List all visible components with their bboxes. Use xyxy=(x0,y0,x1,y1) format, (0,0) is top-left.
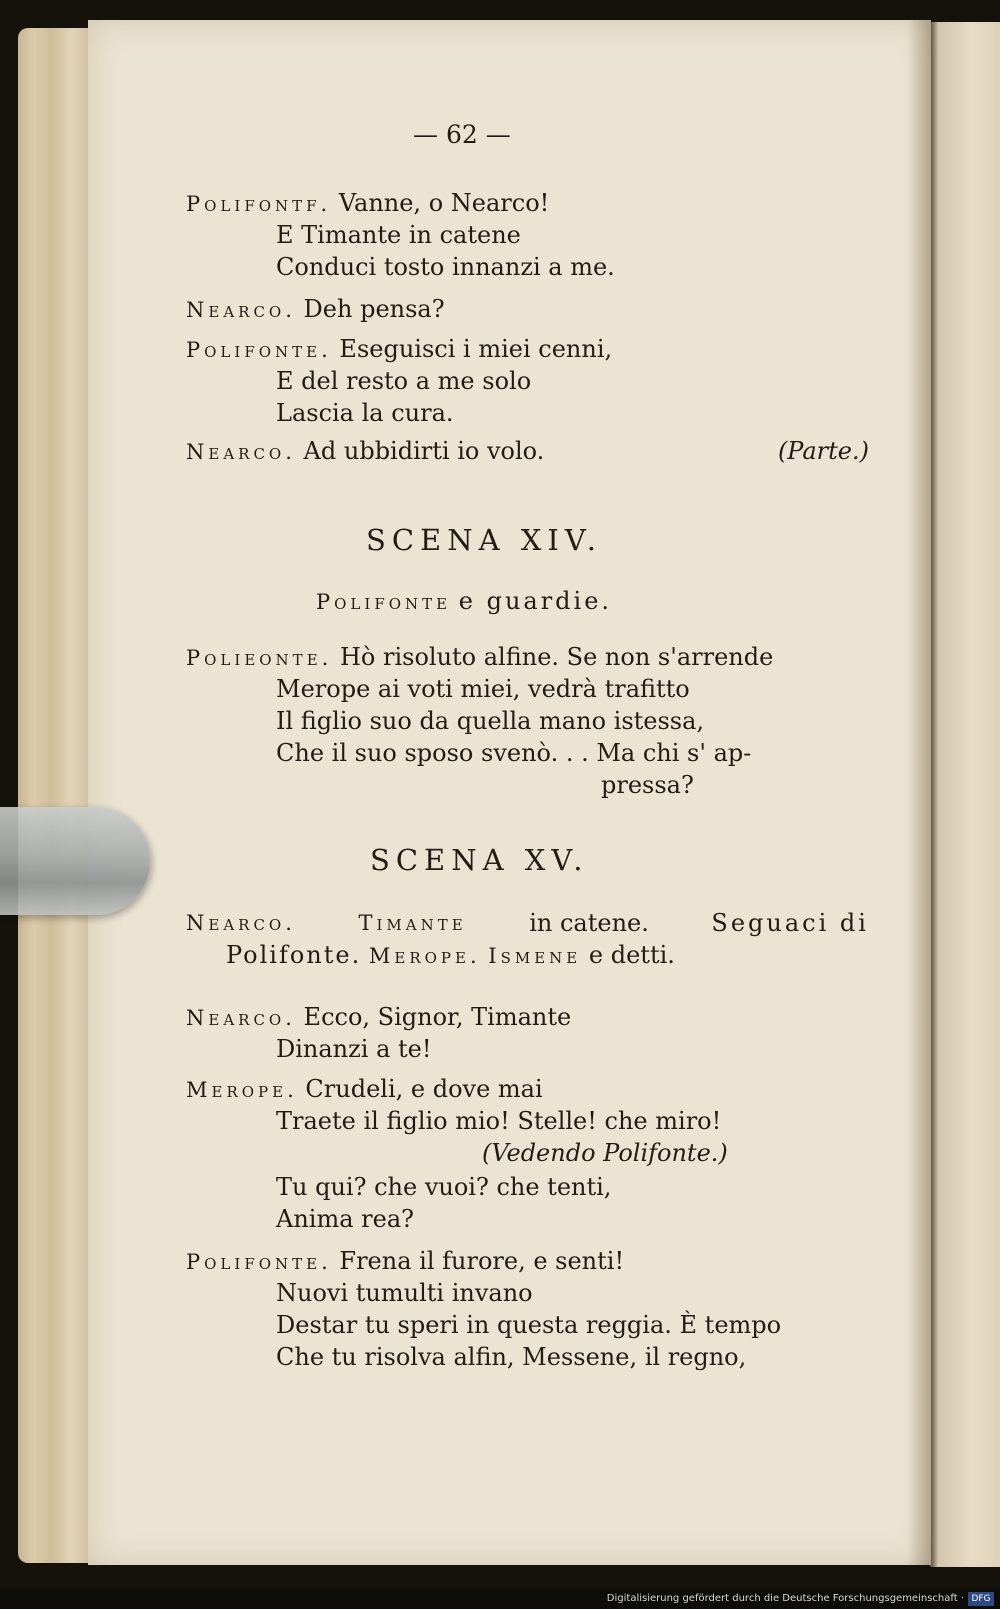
verse-line: E del resto a me solo xyxy=(276,367,532,395)
verse-line: Merope ai voti miei, vedrà trafitto xyxy=(276,675,690,703)
speaker-name: Nearco. xyxy=(186,298,296,322)
digitization-footer xyxy=(0,1589,1000,1609)
scene-heading: SCENA XIV. xyxy=(366,523,602,557)
verse-text: Hò risoluto alfine. Se non s'arrende xyxy=(339,643,774,671)
speaker-name: Polieonte. xyxy=(186,646,333,670)
speech-line xyxy=(186,188,549,219)
footer-credit: Digitalisierung gefördert durch die Deutsche Forschungsgemeinschaft · xyxy=(606,1593,964,1604)
speech-line xyxy=(186,1246,624,1277)
character-name: Merope. xyxy=(368,944,481,968)
speaker-name: Polifontf. xyxy=(186,192,332,216)
verse-text: Ad ubbidirti io volo. xyxy=(303,437,545,465)
character-name: Polifonte xyxy=(316,590,452,614)
cast-text: e guardie. xyxy=(458,587,613,615)
speech-line xyxy=(186,1074,543,1105)
verse-line: Che il suo sposo svenò. . . Ma chi s' ap- xyxy=(276,739,752,767)
verse-line: E Timante in catene xyxy=(276,221,521,249)
stage-direction: (Parte.) xyxy=(777,437,869,465)
stage-direction: (Vedendo Polifonte.) xyxy=(482,1139,728,1167)
book-page xyxy=(88,20,931,1565)
gutter-shadow xyxy=(907,20,931,1565)
speaker-name: Polifonte. xyxy=(186,338,332,362)
character-name: Ismene xyxy=(488,944,582,968)
verse-text: Frena il furore, e senti! xyxy=(339,1247,625,1275)
speaker-name: Merope. xyxy=(186,1078,298,1102)
verse-text: Ecco, Signor, Timante xyxy=(303,1003,572,1031)
page-clip xyxy=(0,807,150,915)
speaker-name: Polifonte. xyxy=(186,1250,332,1274)
verse-line: Tu qui? che vuoi? che tenti, xyxy=(276,1173,612,1201)
verse-line: Lascia la cura. xyxy=(276,399,454,427)
verse-line: Nuovi tumulti invano xyxy=(276,1279,533,1307)
speech-line xyxy=(186,1002,571,1033)
character-name: Polifonte. xyxy=(226,941,362,969)
verse-line: Traete il figlio mio! Stelle! che miro! xyxy=(276,1107,722,1135)
speech-line xyxy=(186,334,612,365)
character-name: Timante xyxy=(358,911,467,935)
dfg-logo: DFG xyxy=(968,1592,994,1606)
page-number: — 62 — xyxy=(413,120,511,149)
facing-page-edge xyxy=(930,22,1000,1567)
cast-text: in catene. xyxy=(529,909,649,937)
scene-cast xyxy=(316,586,612,617)
verse-text: Crudeli, e dove mai xyxy=(305,1075,543,1103)
verse-line: Anima rea? xyxy=(276,1205,415,1233)
scene-cast xyxy=(186,908,869,938)
verse-line: pressa? xyxy=(601,771,694,799)
speech-line xyxy=(186,642,773,673)
speaker-name: Nearco. xyxy=(186,1006,296,1030)
speech-line xyxy=(186,294,445,325)
verse-line: Dinanzi a te! xyxy=(276,1035,432,1063)
verse-line: Che tu risolva alfin, Messene, il regno, xyxy=(276,1343,747,1371)
verse-line: Conduci tosto innanzi a me. xyxy=(276,253,615,281)
scene-heading: SCENA XV. xyxy=(370,843,589,877)
speech-line xyxy=(186,436,869,467)
scene-cast xyxy=(226,940,675,971)
verse-text: Deh pensa? xyxy=(303,295,445,323)
character-name: Nearco. xyxy=(186,911,296,935)
verse-text: Eseguisci i miei cenni, xyxy=(339,335,613,363)
verse-line: Destar tu speri in questa reggia. È tempo xyxy=(276,1311,782,1339)
verse-line: Il figlio suo da quella mano istessa, xyxy=(276,707,705,735)
speaker-name: Nearco. xyxy=(186,440,296,464)
verse-text: Vanne, o Nearco! xyxy=(338,189,550,217)
cast-text: e detti. xyxy=(588,941,675,969)
cast-text: Seguaci di xyxy=(711,909,869,937)
